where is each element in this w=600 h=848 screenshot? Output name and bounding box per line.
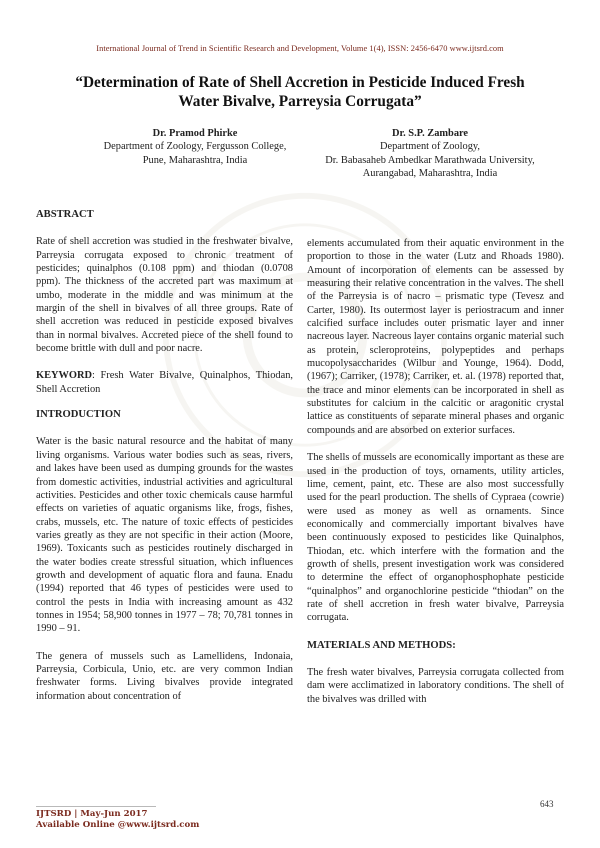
author-affiliation: Dr. Babasaheb Ambedkar Marathwada University,	[325, 154, 535, 166]
paper-title-line: Water Bivalve, Parreysia Corrugata”	[178, 93, 422, 110]
footer-divider	[36, 806, 156, 807]
journal-header: International Journal of Trend in Scientific Research and Development, Volume 1(4), ISSN: 2456-6470 www.ijtsrd.com	[96, 44, 504, 53]
author-affiliation: Pune, Maharashtra, India	[142, 154, 248, 166]
keywords-label: KEYWORD	[36, 370, 92, 382]
author-block	[300, 127, 560, 180]
author-affiliation: Department of Zoology, Fergusson College,	[103, 141, 287, 153]
introduction-heading: INTRODUCTION	[36, 409, 121, 421]
page-number: 643	[540, 799, 554, 809]
author-block	[80, 127, 310, 167]
introduction-paragraph: Water is the basic natural resource and the habitat of many living organisms. Various water bodies such as seas, rivers, and lakes have been used as dumping grounds for the wastes from domestic activities, industrial activities and agricultural activities. Pesticides and other toxic chemicals cause harmful effects on varieties of aquatic organisms like, frogs, fishes, crabs, mussels, etc. The nature of toxic effects of pesticides varies greatly as they are not specific in their action (Moore, 1969). Toxicants such as pesticides routinely discharged in the water bodies create stressful situation, which influences growth and development of aquatic flora and fauna. Enadu (1994) reported that 46 types of pesticides were used to control the pests in India with increasing amount as 432 tonnes in 1954; 58,900 tonnes in 1977 – 78; 70,781 tonnes in 1990 – 91.	[36, 436, 293, 635]
author-affiliation: Aurangabad, Maharashtra, India	[362, 167, 498, 179]
author-affiliation: Department of Zoology,	[379, 141, 481, 153]
methods-paragraph: The fresh water bivalves, Parreysia corrugata collected from dam were acclimatized in laboratory conditions. The shell of the bivalves was drilled with	[307, 666, 564, 705]
body-paragraph: The shells of mussels are economically important as these are used in the production of toys, ornaments, utility articles, lime, cement, paint, etc. These are also most successfully used for the pearl production. The shells of Cypraea (cowrie) were used as money as well as ornaments. Since economically and commercially important bivalves have been continuously exposed to pesticides like Quinalphos, Thiodan, etc. which interfere with the formation and the growth of shells, present investigation work was considered to determine the effect of organophosphophate pesticide “quinalphos” and organochlorine pesticide “thiodan” on the rate of shell accretion in fresh water bivalve, Parreysia corrugata.	[307, 452, 564, 624]
left-column	[36, 208, 293, 703]
right-column	[307, 237, 564, 706]
author-name: Dr. S.P. Zambare	[391, 128, 469, 139]
methods-heading: MATERIALS AND METHODS:	[307, 639, 456, 651]
abstract-heading: ABSTRACT	[36, 209, 94, 220]
paper-title	[30, 73, 570, 111]
keywords	[36, 369, 293, 396]
footer-website: Available Online @www.ijtsrd.com	[36, 820, 200, 830]
footer-issue: IJTSRD | May-Jun 2017	[36, 809, 148, 819]
author-name: Dr. Pramod Phirke	[152, 128, 238, 139]
page-footer	[36, 809, 199, 831]
body-paragraph: elements accumulated from their aquatic environment in the proportion to those in the water (Lutz and Rhoads 1980). Amount of incorporation of elements can be assessed by measuring their relative concentration in the valves. The shell of the Parreysia is of nacro – prismatic type (Tevesz and Carter, 1980). Its outermost layer is periostracum and inner calcified surface includes outer prismatic layer and inner nacreous layer. Nacreous layer contains organic material such as protein, scleroproteins, polypeptides and perhaps mucopolysaccharides (Wilbur and Younge, 1964). Dodd, (1967); Carriker, (1978); Carriker, et. al. (1978) reported that, the trace and minor elements can be incorporated in shell as substitutes for calcium in the calcitic or aragonitic crystal lattice as constituents of separate mineral phases and organic compounds and are absorbed on exterior surfaces.	[307, 238, 564, 436]
abstract-text: Rate of shell accretion was studied in the freshwater bivalve, Parreysia corrugata exposed to chronic treatment of pesticides; quinalphos (0.108 ppm) and thiodan (0.0708 ppm). The thickness of the accreted part was maximum at umbo, moderate in the middle and was minimum at the margin of the shell in bivalves of all three groups. Rate of shell accretion was reduced in pesticide exposed bivalves than in normal bivalves. Accreted piece of the shell found to become brittle with dull and poor nacre.	[36, 236, 293, 355]
introduction-paragraph: The genera of mussels such as Lamellidens, Indonaia, Parreysia, Corbicula, Unio, etc. are very common Indian freshwater forms. Living bivalves provide integrated information about concentration of	[36, 650, 293, 702]
paper-title-line: “Determination of Rate of Shell Accretion in Pesticide Induced Fresh	[75, 74, 525, 91]
keywords-text: : Fresh Water Bivalve, Quinalphos, Thiodan, Shell Accretion	[36, 370, 293, 395]
